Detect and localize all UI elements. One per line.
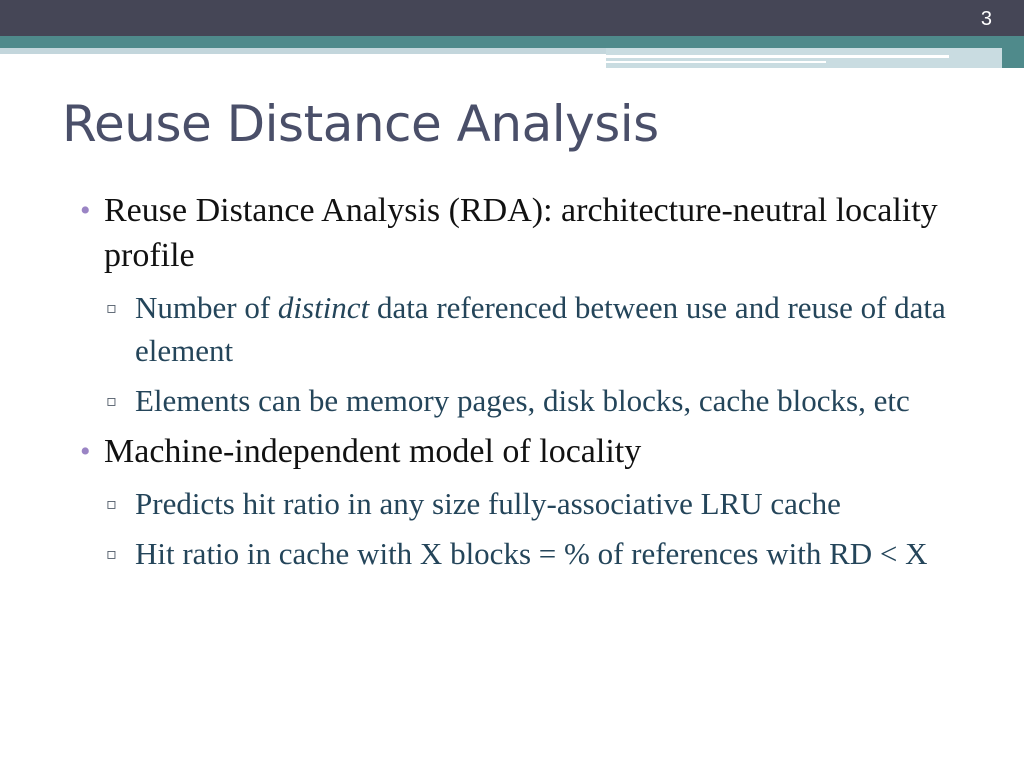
sub-bullet-marker: ▫ (106, 544, 117, 563)
header-bar (0, 0, 1024, 36)
sub-bullet-marker: ▫ (106, 494, 117, 513)
sub-bullet-elements (80, 379, 980, 422)
sub-bullet-text: Hit ratio in cache with X blocks = % of references with RD < X (135, 536, 928, 571)
sub-bullet-marker: ▫ (106, 391, 117, 410)
bullet-text: Machine-independent model of locality (104, 433, 642, 470)
bullet-text: Reuse Distance Analysis (RDA): architecture-neutral locality profile (104, 192, 938, 274)
header-accent-box (606, 48, 1002, 68)
sub-bullet-hit-ratio-prediction (80, 482, 980, 525)
sub-bullet-distinct-data (80, 286, 980, 372)
bullet-marker: • (80, 194, 91, 227)
sub-bullet-marker: ▫ (106, 298, 117, 317)
header-accent-band (0, 36, 1024, 48)
slide-content (80, 188, 980, 582)
header-accent-end (1002, 48, 1024, 68)
header-accent-line-short (606, 61, 826, 63)
slide-title: Reuse Distance Analysis (62, 95, 659, 153)
emphasis-distinct: distinct (277, 290, 370, 325)
sub-bullet-text: Predicts hit ratio in any size fully-associative LRU cache (135, 486, 841, 521)
header-accent-line (606, 55, 949, 58)
sub-bullet-hit-ratio-formula (80, 532, 980, 575)
sub-bullet-text: Elements can be memory pages, disk blocks, cache blocks, etc (135, 383, 910, 418)
header-light-band (0, 48, 606, 54)
bullet-rda-definition (80, 188, 980, 278)
sub-bullet-text-end: data referenced between use and reuse of data element (135, 290, 946, 368)
sub-bullet-text-start: Number of (135, 290, 278, 325)
bullet-machine-independent (80, 429, 980, 474)
bullet-marker: • (80, 435, 91, 468)
slide-number: 3 (980, 8, 992, 30)
